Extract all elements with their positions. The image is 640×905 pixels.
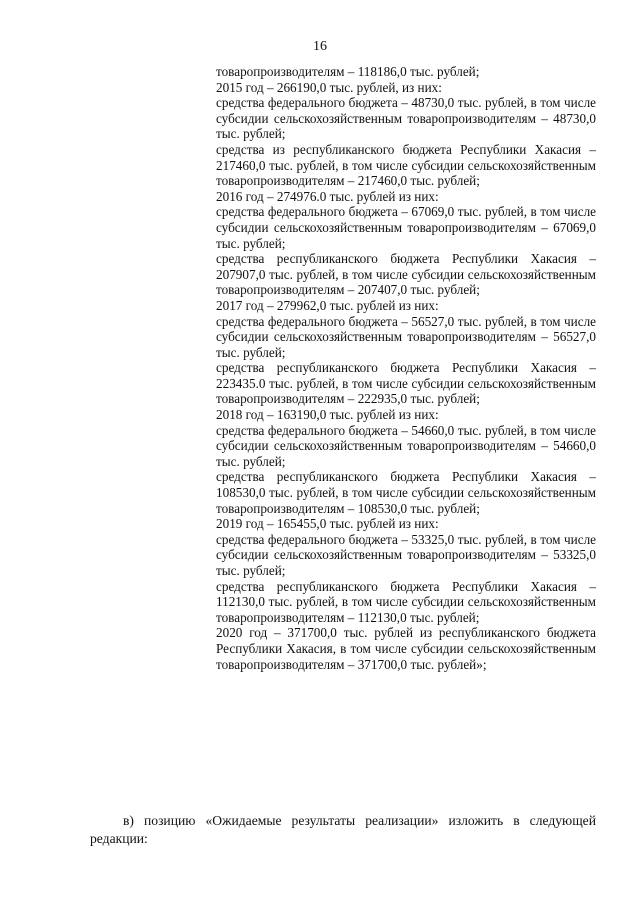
paragraph-6: средства федерального бюджета – 67069,0 тыс. рублей, в том числе субсидии сельскохозяйственным товаропроизводителям – 67069,0 тыс. рублей;: [216, 204, 596, 251]
paragraph-11: 2018 год – 163190,0 тыс. рублей из них:: [216, 407, 439, 423]
paragraph-10: средства республиканского бюджета Республики Хакасия – 223435.0 тыс. рублей, в том числе субсидии сельскохозяйственным товаропроизводителям – 222935,0 тыс. рублей;: [216, 360, 596, 407]
paragraph-1: товаропроизводителям – 118186,0 тыс. рублей;: [216, 64, 480, 79]
paragraph-4: средства из республиканского бюджета Республики Хакасия – 217460,0 тыс. рублей, в том числе субсидии сельскохозяйственным товаропроизводителям – 217460,0 тыс. рублей;: [216, 141, 596, 189]
paragraph-17: 2020 год – 371700,0 тыс. рублей из республиканского бюджета Республики Хакасия, в том числе субсидии сельскохозяйственным товаропроизводителям – 371700,0 тыс. рублей»;: [216, 625, 596, 672]
footer-line-2: редакции:: [90, 831, 148, 846]
financing-text-column: [216, 64, 596, 672]
paragraph-12: средства федерального бюджета – 54660,0 тыс. рублей, в том числе субсидии сельскохозяйственным товаропроизводителям – 54660,0 тыс. рублей;: [216, 422, 596, 469]
paragraph-5: 2016 год – 274976.0 тыс. рублей из них:: [216, 188, 439, 204]
paragraph-7: средства республиканского бюджета Республики Хакасия – 207907,0 тыс. рублей, в том числе субсидии сельскохозяйственным товаропроизводителям – 207407,0 тыс. рублей;: [216, 251, 596, 298]
paragraph-13: средства республиканского бюджета Республики Хакасия – 108530,0 тыс. рублей, в том числе субсидии сельскохозяйственным товаропроизводителям – 108530,0 тыс. рублей;: [216, 469, 596, 516]
footer-line-1: в) позицию «Ожидаемые результаты реализации» изложить в следующей: [123, 813, 596, 828]
page-number: 16: [313, 39, 327, 54]
paragraph-8: 2017 год – 279962,0 тыс. рублей из них:: [216, 297, 439, 313]
paragraph-9: средства федерального бюджета – 56527,0 тыс. рублей, в том числе субсидии сельскохозяйственным товаропроизводителям – 56527,0 тыс. рублей;: [216, 313, 596, 360]
paragraph-2: 2015 год – 266190,0 тыс. рублей, из них:: [216, 79, 442, 95]
paragraph-15: средства федерального бюджета – 53325,0 тыс. рублей, в том числе субсидии сельскохозяйственным товаропроизводителям – 53325,0 тыс. рублей;: [216, 531, 596, 578]
paragraph-16: средства республиканского бюджета Республики Хакасия – 112130,0 тыс. рублей, в том числе субсидии сельскохозяйственным товаропроизводителям – 112130,0 тыс. рублей;: [216, 578, 596, 625]
paragraph-3: средства федерального бюджета – 48730,0 тыс. рублей, в том числе субсидии сельскохозяйственным товаропроизводителям – 48730,0 тыс. рублей;: [216, 95, 596, 142]
paragraph-14: 2019 год – 165455,0 тыс. рублей из них:: [216, 516, 439, 532]
